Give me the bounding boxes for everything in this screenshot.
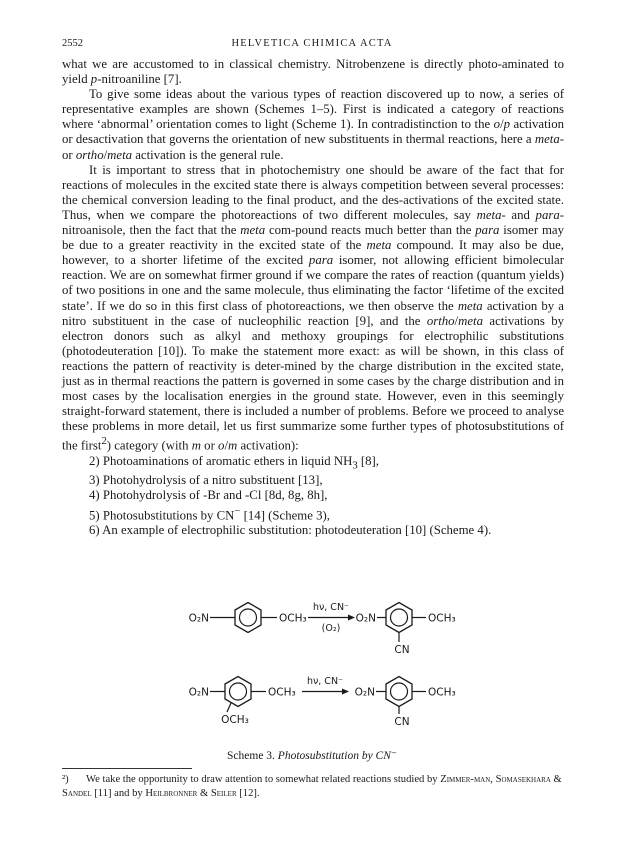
nitro-label: O₂N (188, 686, 209, 699)
reactant-2 (189, 677, 296, 727)
reagent-label: hν, CN⁻ (312, 602, 350, 613)
product-2 (355, 677, 456, 729)
nitro-label: O₂N (354, 686, 375, 699)
reactant-1 (189, 603, 307, 633)
scheme-caption (0, 748, 624, 762)
methoxy-label: OCH₃ (428, 686, 456, 699)
footnote-marker: ²) (62, 774, 69, 785)
list-item: 5) Photosubstitutions by CN− [14] (Scheme 3), (89, 505, 330, 522)
methoxy-label: OCH₃ (279, 612, 307, 625)
paragraph: To give some ideas about the various types of reaction discovered up to now, a series of representative examples are shown (Schemes 1–5). First is indicated a category of reactions where ‘abnormal’ orientation comes to light (Scheme 1). In contradistinction to the o/p activation or desactivation that governs the orientation of new substituents in thermal reactions, here a meta- or ortho/meta activation is the general rule. (62, 87, 564, 162)
caption-label: Scheme 3. (227, 750, 275, 762)
nitro-label: O₂N (188, 612, 209, 625)
reaction-arrow-1 (308, 602, 355, 634)
body-text (62, 57, 564, 538)
paragraph: what we are accustomed to in classical chemistry. Nitrobenzene is directly photo-aminated to yield p-nitroaniline [7]. (62, 57, 564, 87)
footnote-divider (62, 768, 192, 769)
paragraph: It is important to stress that in photochemistry one should be aware of the fact that for reactions of molecules in the excited state there is always competition between several processes: the chemical conversion leading to the final product, and the des-activations of the excited state. Thus, when we compare the photoreactions of two different molecules, say meta- and para-nitroanisole, then the fact that the meta com-pound reacts much better than the para isomer may be due to a greater reactivity in the excited state of the meta compound. It may also be due, however, to a shorter lifetime of the excited para isomer, not allowing efficient bimolecular reaction. We are on somewhat firmer ground if we compare the rates of reaction (quantum yields) of two positions in one and the same molecule, thus eliminating the factor ‘lifetime of the excited state’. If we do so in this first class of photoreactions, we then observe the meta activation by a nitro substituent in the case of nucleophilic reaction [9], and the ortho/meta activations by electron donors such as alkyl and methoxy groupings for electrophilic substitutions (photodeuteration [10]). To make the statement more exact: as will be shown, in this class of reactions the pattern of reactivity is deter-mined by the charge distribution in the excited state, just as in thermal reactions the pattern is governed in some cases by the charge distribution and in most cases by the localisation energies in the ground state. However, even in this seemingly straight-forward statement, there is included a number of problems. Before we proceed to analyse these problems in more detail, let us first summarize some further types of photosubstitutions of the first$^2$) category (with m or o/m activation): (62, 162, 564, 453)
cyano-label: CN (394, 716, 410, 728)
reaction-arrow-2 (302, 676, 349, 695)
nitro-label: O₂N (355, 612, 376, 625)
methoxy-label: OCH₃ (221, 714, 249, 726)
reagent-label: hν, CN⁻ (306, 676, 344, 687)
scheme-3-structures (0, 596, 624, 746)
list-item: 4) Photohydrolysis of -Br and -Cl [8d, 8g, 8h], (89, 488, 328, 503)
methoxy-label: OCH₃ (428, 612, 456, 625)
list-item: 6) An example of electrophilic substitution: photodeuteration [10] (Scheme 4). (89, 522, 492, 537)
cyano-label: CN (394, 644, 410, 656)
footnote (62, 773, 564, 800)
list-item: 2) Photoaminations of aromatic ethers in liquid $NH_3$ [8], (89, 453, 380, 472)
footnote-text: We take the opportunity to draw attention to somewhat related reactions studied by Zimmer-man, Somasekhara & Sandel [11] and by Heilbronner & Seiler [12]. (62, 774, 562, 799)
condition-label: (O₂) (321, 623, 341, 634)
reaction-type-list (62, 454, 564, 538)
page-number: 2552 (62, 38, 83, 49)
caption-title: Photosubstitution by CN⁻ (277, 750, 397, 762)
journal-title: HELVETICA CHIMICA ACTA (231, 38, 393, 49)
methoxy-label: OCH₃ (268, 686, 296, 699)
list-item: 3) Photohydrolysis of a nitro substituent [13], (89, 473, 323, 488)
product-1 (356, 603, 456, 657)
